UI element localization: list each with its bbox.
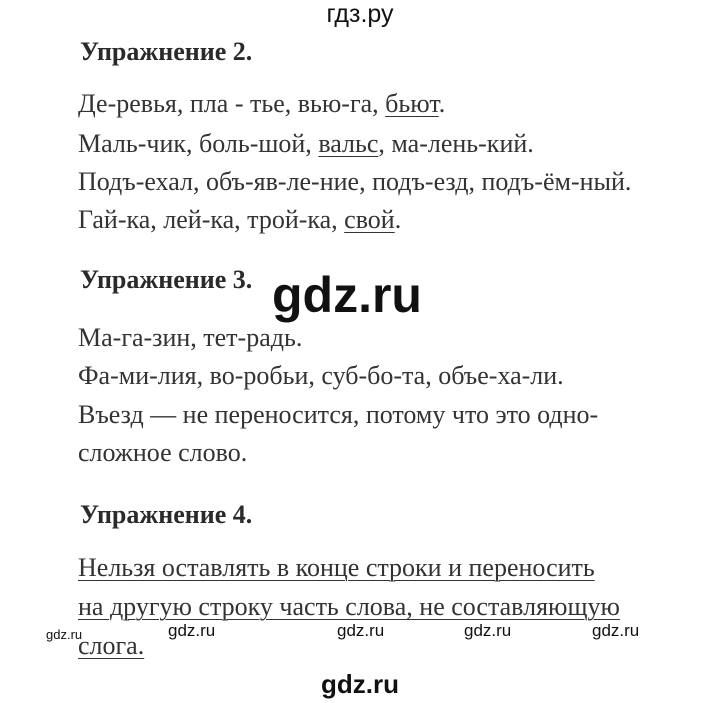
text: Де-ревья, пла - тье, вью-га, [78, 89, 386, 118]
text: , ма-лень-кий. [378, 129, 534, 158]
underlined-word: вальс [318, 129, 379, 158]
watermark-small: gdz.ru [592, 621, 640, 640]
exercise-3-line-4: сложное слово. [78, 438, 248, 467]
underlined-word: бьют [385, 89, 439, 118]
watermark-bottom: gdz.ru [321, 669, 399, 699]
watermark-small: gdz.ru [46, 627, 83, 642]
exercise-3-line-1: Ма-га-зин, тет-радь. [78, 323, 303, 352]
exercise-3-heading: Упражнение 3. [80, 265, 253, 294]
text: Маль-чик, боль-шой, [78, 129, 319, 158]
text: . [394, 205, 402, 234]
watermark-center: gdz.ru [272, 267, 422, 323]
exercise-4-line-3: слога. [78, 631, 145, 660]
exercise-2-heading: Упражнение 2. [80, 37, 253, 66]
exercise-3-line-2: Фа-ми-лия, во-робьи, суб-бо-та, объе-ха-ли. [78, 361, 564, 390]
watermark-small: gdz.ru [168, 621, 216, 640]
text: . [438, 89, 446, 118]
exercise-3-line-3: Въезд — не переносится, потому что это одно- [78, 400, 599, 429]
exercise-2-line-3: Подъ-ехал, объ-яв-ле-ние, подъ-езд, подъ-ём-ный. [78, 167, 632, 196]
exercise-4-line-2: на другую строку часть слова, не составляющую [78, 592, 620, 621]
watermark-top: гдз.ру [326, 0, 394, 28]
exercise-4-heading: Упражнение 4. [80, 500, 253, 529]
watermark-small: gdz.ru [337, 621, 385, 640]
watermark-small: gdz.ru [464, 621, 512, 640]
exercise-2-line-4 [78, 205, 401, 235]
underlined-word: свой [344, 205, 395, 234]
exercise-4-line-1: Нельзя оставлять в конце строки и переносить [78, 553, 595, 582]
exercise-2-line-1 [78, 89, 445, 119]
exercise-2-line-2 [78, 129, 534, 159]
text: Гай-ка, лей-ка, трой-ка, [78, 205, 345, 234]
